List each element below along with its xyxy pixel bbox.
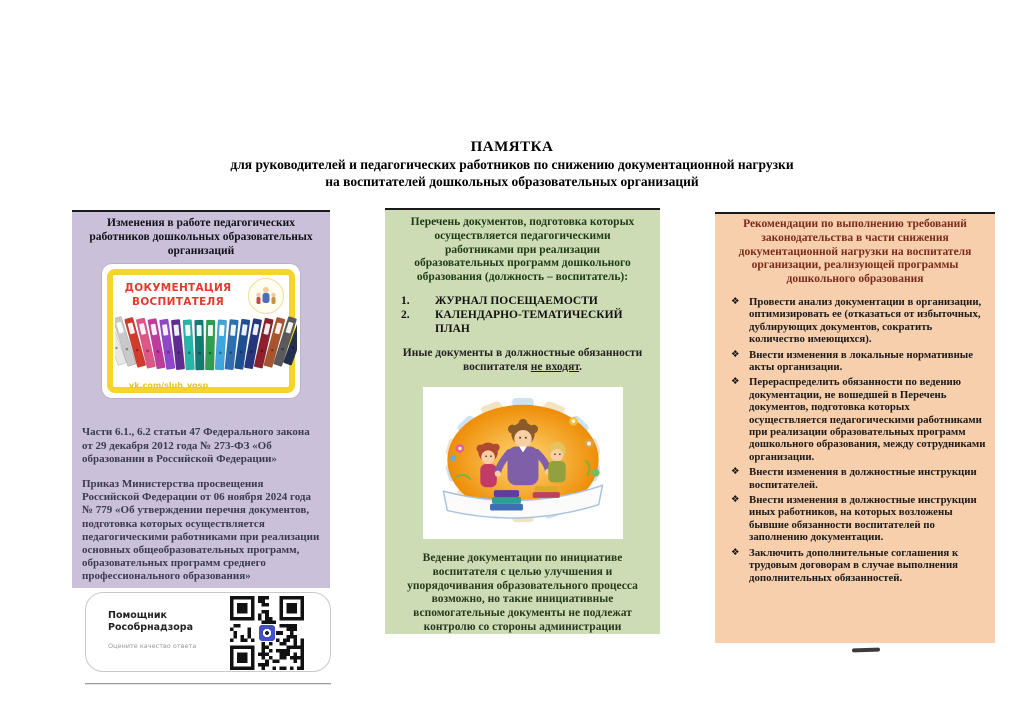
recommendations-list <box>715 296 995 584</box>
document-list <box>385 294 660 336</box>
recommendation-text: Внести изменения в должностные инструкции иных работников, на которых возложены бывшие обязанности воспитателей по заполнению документации. <box>749 494 977 544</box>
page-title-line1: ПАМЯТКА <box>470 139 554 155</box>
list-item <box>731 494 987 544</box>
recommendation-text: Провести анализ документации в организации, оптимизировать ее (отказаться от избыточных, дублирующих документов, сократить количество имеющихся). <box>749 295 982 346</box>
teacher-with-children-icon <box>252 282 280 310</box>
left-column <box>72 210 330 588</box>
page-title <box>0 138 1024 190</box>
qr-card-subtitle: Оцените качество ответа <box>108 642 197 650</box>
page-title-line2: для руководителей и педагогических работников по снижению документационной нагрузки <box>230 157 794 172</box>
list-item <box>731 349 987 374</box>
documentation-card-title-line2: ВОСПИТАТЕЛЯ <box>132 295 224 308</box>
right-column-header: Рекомендации по выполнению требований законодательства в части снижения документационной нагрузки на воспитателя организации, реализующей программы дошкольного образования <box>738 218 972 286</box>
list-item <box>731 376 987 463</box>
note-text: Иные документы в должностные обязанности воспитателя <box>402 346 643 373</box>
recommendation-text: Внести изменения в должностные инструкции воспитателей. <box>749 466 977 491</box>
diamond-bullet-icon: ❖ <box>731 466 740 478</box>
documentation-card-title-line1: ДОКУМЕНТАЦИЯ <box>124 282 232 295</box>
vk-watermark: vk.com/sluh_vosp <box>129 381 209 391</box>
recommendation-text: Перераспределить обязанности по ведению документации, не вошедшей в Перечень документов, подготовка которых осуществляется педагогическими работниками при реализации образовательных программ дошкольного образования, между сотрудниками организации. <box>749 376 986 463</box>
recommendation-text: Внести изменения в локальные нормативные акты организации. <box>749 348 974 374</box>
qr-card-text <box>108 610 196 650</box>
diamond-bullet-icon: ❖ <box>731 546 740 558</box>
qr-code-image <box>230 596 304 675</box>
qr-card-title-line2: Рособрнадзора <box>108 622 193 633</box>
list-item-number: 2. <box>401 308 410 321</box>
diamond-bullet-icon: ❖ <box>731 295 740 307</box>
binders-illustration <box>115 311 297 378</box>
note-period: . <box>579 360 583 373</box>
list-item <box>401 294 650 308</box>
diamond-bullet-icon: ❖ <box>731 376 740 388</box>
teacher-children-illustration <box>426 390 620 536</box>
documentation-card-frame <box>107 269 295 393</box>
documentation-card-title <box>119 282 237 308</box>
diamond-bullet-icon: ❖ <box>731 494 740 506</box>
list-item-label: КАЛЕНДАРНО-ТЕМАТИЧЕСКИЙ ПЛАН <box>435 308 623 335</box>
left-column-header: Изменения в работе педагогических работников дошкольных образовательных организаций <box>89 217 313 257</box>
middle-column <box>385 208 660 634</box>
page-title-line3: на воспитателей дошкольных образовательных организаций <box>325 174 699 189</box>
list-item <box>731 547 987 584</box>
order-reference-paragraph: Приказ Министерства просвещения Российской Федерации от 06 ноября 2024 года № 779 «Об утверждении перечня документов, подготовка которых осуществляется педагогическими работниками при реализации основных общеобразовательных программ, образовательных программ среднего профессионального образования» <box>82 477 320 583</box>
list-item-label: ЖУРНАЛ ПОСЕЩАЕМОСТИ <box>435 294 598 307</box>
separator-line <box>85 683 331 685</box>
list-item-number: 1. <box>401 294 410 307</box>
list-item <box>401 308 650 336</box>
right-column <box>715 212 995 643</box>
teacher-badge-icon <box>248 278 284 314</box>
middle-column-header: Перечень документов, подготовка которых осуществляется педагогическими работниками при реализации образовательных программ дошкольного образования (должность – воспитатель): <box>410 216 635 284</box>
documentation-card <box>102 264 300 398</box>
qr-card <box>85 592 331 672</box>
qr-card-title-line1: Помощник <box>108 610 167 621</box>
qr-card-title <box>108 610 196 634</box>
illustration-box <box>423 387 623 539</box>
ink-mark <box>852 648 880 653</box>
recommendation-text: Заключить дополнительные соглашения к трудовым договорам в случае выполнения дополнительных обязанностей. <box>749 546 959 584</box>
law-reference-paragraph: Части 6.1., 6.2 статьи 47 Федерального закона от 29 декабря 2012 года № 273-ФЗ «Об образовании в Российской Федерации» <box>82 426 310 465</box>
other-documents-note <box>385 346 660 374</box>
diamond-bullet-icon: ❖ <box>731 348 740 360</box>
list-item <box>731 296 987 346</box>
initiative-documents-note: Ведение документации по инициативе воспитателя с целью улучшения и упорядочивания образовательного процесса возможно, но такие инициативные вспомогательные документы не подлежат контролю со стороны администрации <box>407 551 638 633</box>
list-item <box>731 466 987 491</box>
note-underlined-text: не входят <box>530 360 580 373</box>
